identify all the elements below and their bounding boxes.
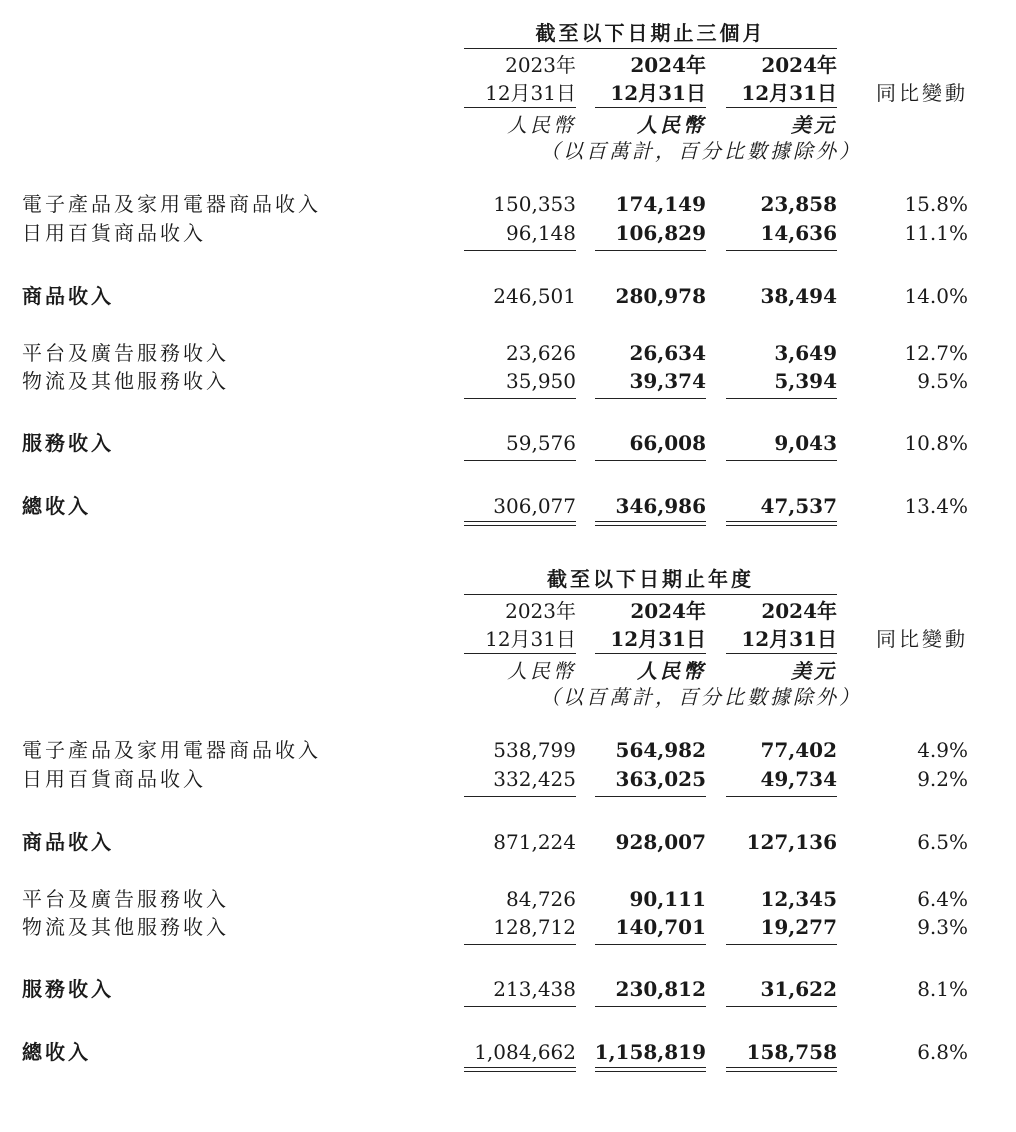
value-2024-usd: 31,622 <box>760 977 837 1001</box>
value-2023: 84,726 <box>506 887 576 911</box>
table-row <box>0 736 1016 764</box>
row-label: 服務收入 <box>22 977 114 1001</box>
col-2024-usd-year: 2024年 <box>761 53 837 77</box>
row-label: 商品收入 <box>22 284 114 308</box>
value-2024-rmb: 140,701 <box>615 915 706 939</box>
table-row <box>0 367 1016 395</box>
col-2024-usd-date: 12月31日 <box>741 627 837 651</box>
value-2023: 59,576 <box>506 431 576 455</box>
header-rule <box>464 107 576 108</box>
row-label: 日用百貨商品收入 <box>22 767 206 791</box>
col-2024-usd-year: 2024年 <box>761 599 837 623</box>
value-2024-rmb: 346,986 <box>615 494 706 518</box>
value-2024-usd: 12,345 <box>760 887 837 911</box>
subtotal-rule <box>464 796 576 797</box>
row-label: 總收入 <box>22 1040 91 1064</box>
col-2024-rmb-year: 2024年 <box>630 599 706 623</box>
row-label: 服務收入 <box>22 431 114 455</box>
value-2024-rmb: 106,829 <box>615 221 706 245</box>
units-note: （以百萬計，百分比數據除外） <box>540 139 862 163</box>
value-yoy: 9.2% <box>917 767 968 791</box>
subtotal-rule <box>726 398 837 399</box>
value-2024-usd: 23,858 <box>760 192 837 216</box>
value-2023: 1,084,662 <box>474 1040 576 1064</box>
period-header: 截至以下日期止三個月 <box>535 21 766 45</box>
value-2023: 332,425 <box>493 767 576 791</box>
table-row <box>0 913 1016 941</box>
value-yoy: 8.1% <box>917 977 968 1001</box>
subtotal-rule <box>464 1006 576 1007</box>
table-row-subtotal <box>0 828 1016 856</box>
col-2024-rmb-date: 12月31日 <box>610 81 706 105</box>
value-2024-rmb: 363,025 <box>615 767 706 791</box>
table-row <box>0 219 1016 247</box>
col-2024-rmb-date: 12月31日 <box>610 627 706 651</box>
total-double-rule <box>464 1067 576 1072</box>
value-2024-rmb: 1,158,819 <box>594 1040 706 1064</box>
col-2024-usd-date: 12月31日 <box>741 81 837 105</box>
value-yoy: 6.5% <box>917 830 968 854</box>
value-2023: 246,501 <box>493 284 576 308</box>
value-yoy: 10.8% <box>904 431 968 455</box>
total-double-rule <box>726 1067 837 1072</box>
header-rule <box>595 107 706 108</box>
value-2024-usd: 14,636 <box>760 221 837 245</box>
period-header: 截至以下日期止年度 <box>547 567 754 591</box>
row-label: 平台及廣告服務收入 <box>22 887 229 911</box>
table-row-subtotal <box>0 429 1016 457</box>
value-2023: 150,353 <box>493 192 576 216</box>
value-2024-usd: 19,277 <box>760 915 837 939</box>
col-2024-usd-currency: 美元 <box>791 659 837 683</box>
value-yoy: 15.8% <box>904 192 968 216</box>
subtotal-rule <box>464 250 576 251</box>
row-label: 商品收入 <box>22 830 114 854</box>
period-underline <box>464 594 837 595</box>
value-yoy: 14.0% <box>904 284 968 308</box>
subtotal-rule <box>595 250 706 251</box>
col-2023-date: 12月31日 <box>485 627 576 651</box>
header-rule <box>595 653 706 654</box>
value-2023: 213,438 <box>493 977 576 1001</box>
row-label: 日用百貨商品收入 <box>22 221 206 245</box>
value-2024-rmb: 230,812 <box>615 977 706 1001</box>
subtotal-rule <box>726 250 837 251</box>
table-row <box>0 190 1016 218</box>
value-yoy: 13.4% <box>904 494 968 518</box>
value-yoy: 9.5% <box>917 369 968 393</box>
total-double-rule <box>726 521 837 526</box>
header-rule <box>726 107 837 108</box>
value-2024-usd: 49,734 <box>760 767 837 791</box>
col-2023-date: 12月31日 <box>485 81 576 105</box>
subtotal-rule <box>595 796 706 797</box>
value-2023: 306,077 <box>493 494 576 518</box>
units-note: （以百萬計，百分比數據除外） <box>540 685 862 709</box>
subtotal-rule <box>464 398 576 399</box>
subtotal-rule <box>595 398 706 399</box>
col-2024-usd-currency: 美元 <box>791 113 837 137</box>
row-label: 電子產品及家用電器商品收入 <box>22 192 321 216</box>
value-2023: 538,799 <box>493 738 576 762</box>
value-2024-usd: 47,537 <box>760 494 837 518</box>
value-2024-rmb: 90,111 <box>629 887 706 911</box>
value-2024-usd: 38,494 <box>760 284 837 308</box>
value-2024-usd: 127,136 <box>746 830 837 854</box>
value-2024-rmb: 928,007 <box>615 830 706 854</box>
value-yoy: 11.1% <box>904 221 968 245</box>
subtotal-rule <box>595 460 706 461</box>
value-2024-rmb: 26,634 <box>629 341 706 365</box>
total-double-rule <box>595 1067 706 1072</box>
table-row-total <box>0 492 1016 520</box>
col-2023-year: 2023年 <box>505 53 576 77</box>
value-2023: 871,224 <box>493 830 576 854</box>
value-2024-usd: 5,394 <box>774 369 837 393</box>
row-label: 平台及廣告服務收入 <box>22 341 229 365</box>
col-2024-rmb-year: 2024年 <box>630 53 706 77</box>
value-2024-usd: 77,402 <box>760 738 837 762</box>
col-2023-currency: 人民幣 <box>507 113 576 137</box>
row-label: 物流及其他服務收入 <box>22 915 229 939</box>
col-2023-year: 2023年 <box>505 599 576 623</box>
value-2024-usd: 158,758 <box>746 1040 837 1064</box>
value-2024-usd: 3,649 <box>774 341 837 365</box>
subtotal-rule <box>726 1006 837 1007</box>
total-double-rule <box>464 521 576 526</box>
table-row-subtotal <box>0 282 1016 310</box>
header-rule <box>726 653 837 654</box>
subtotal-rule <box>464 460 576 461</box>
value-2023: 128,712 <box>493 915 576 939</box>
row-label: 物流及其他服務收入 <box>22 369 229 393</box>
value-2024-rmb: 564,982 <box>615 738 706 762</box>
value-2023: 96,148 <box>506 221 576 245</box>
subtotal-rule <box>464 944 576 945</box>
period-underline <box>464 48 837 49</box>
table-row-subtotal <box>0 975 1016 1003</box>
value-2023: 23,626 <box>506 341 576 365</box>
col-2023-currency: 人民幣 <box>507 659 576 683</box>
subtotal-rule <box>595 944 706 945</box>
value-2024-rmb: 174,149 <box>615 192 706 216</box>
subtotal-rule <box>726 796 837 797</box>
table-row <box>0 885 1016 913</box>
value-yoy: 12.7% <box>904 341 968 365</box>
value-yoy: 4.9% <box>917 738 968 762</box>
header-rule <box>464 653 576 654</box>
table-row-total <box>0 1038 1016 1066</box>
yoy-header: 同比變動 <box>876 627 968 651</box>
table-row <box>0 339 1016 367</box>
col-2024-rmb-currency: 人民幣 <box>637 659 706 683</box>
row-label: 電子產品及家用電器商品收入 <box>22 738 321 762</box>
subtotal-rule <box>726 460 837 461</box>
yoy-header: 同比變動 <box>876 81 968 105</box>
total-double-rule <box>595 521 706 526</box>
subtotal-rule <box>726 944 837 945</box>
value-2024-usd: 9,043 <box>774 431 837 455</box>
value-2024-rmb: 280,978 <box>615 284 706 308</box>
table-row <box>0 765 1016 793</box>
value-2023: 35,950 <box>506 369 576 393</box>
value-yoy: 9.3% <box>917 915 968 939</box>
value-yoy: 6.4% <box>917 887 968 911</box>
value-2024-rmb: 66,008 <box>629 431 706 455</box>
col-2024-rmb-currency: 人民幣 <box>637 113 706 137</box>
subtotal-rule <box>595 1006 706 1007</box>
value-yoy: 6.8% <box>917 1040 968 1064</box>
value-2024-rmb: 39,374 <box>629 369 706 393</box>
row-label: 總收入 <box>22 494 91 518</box>
